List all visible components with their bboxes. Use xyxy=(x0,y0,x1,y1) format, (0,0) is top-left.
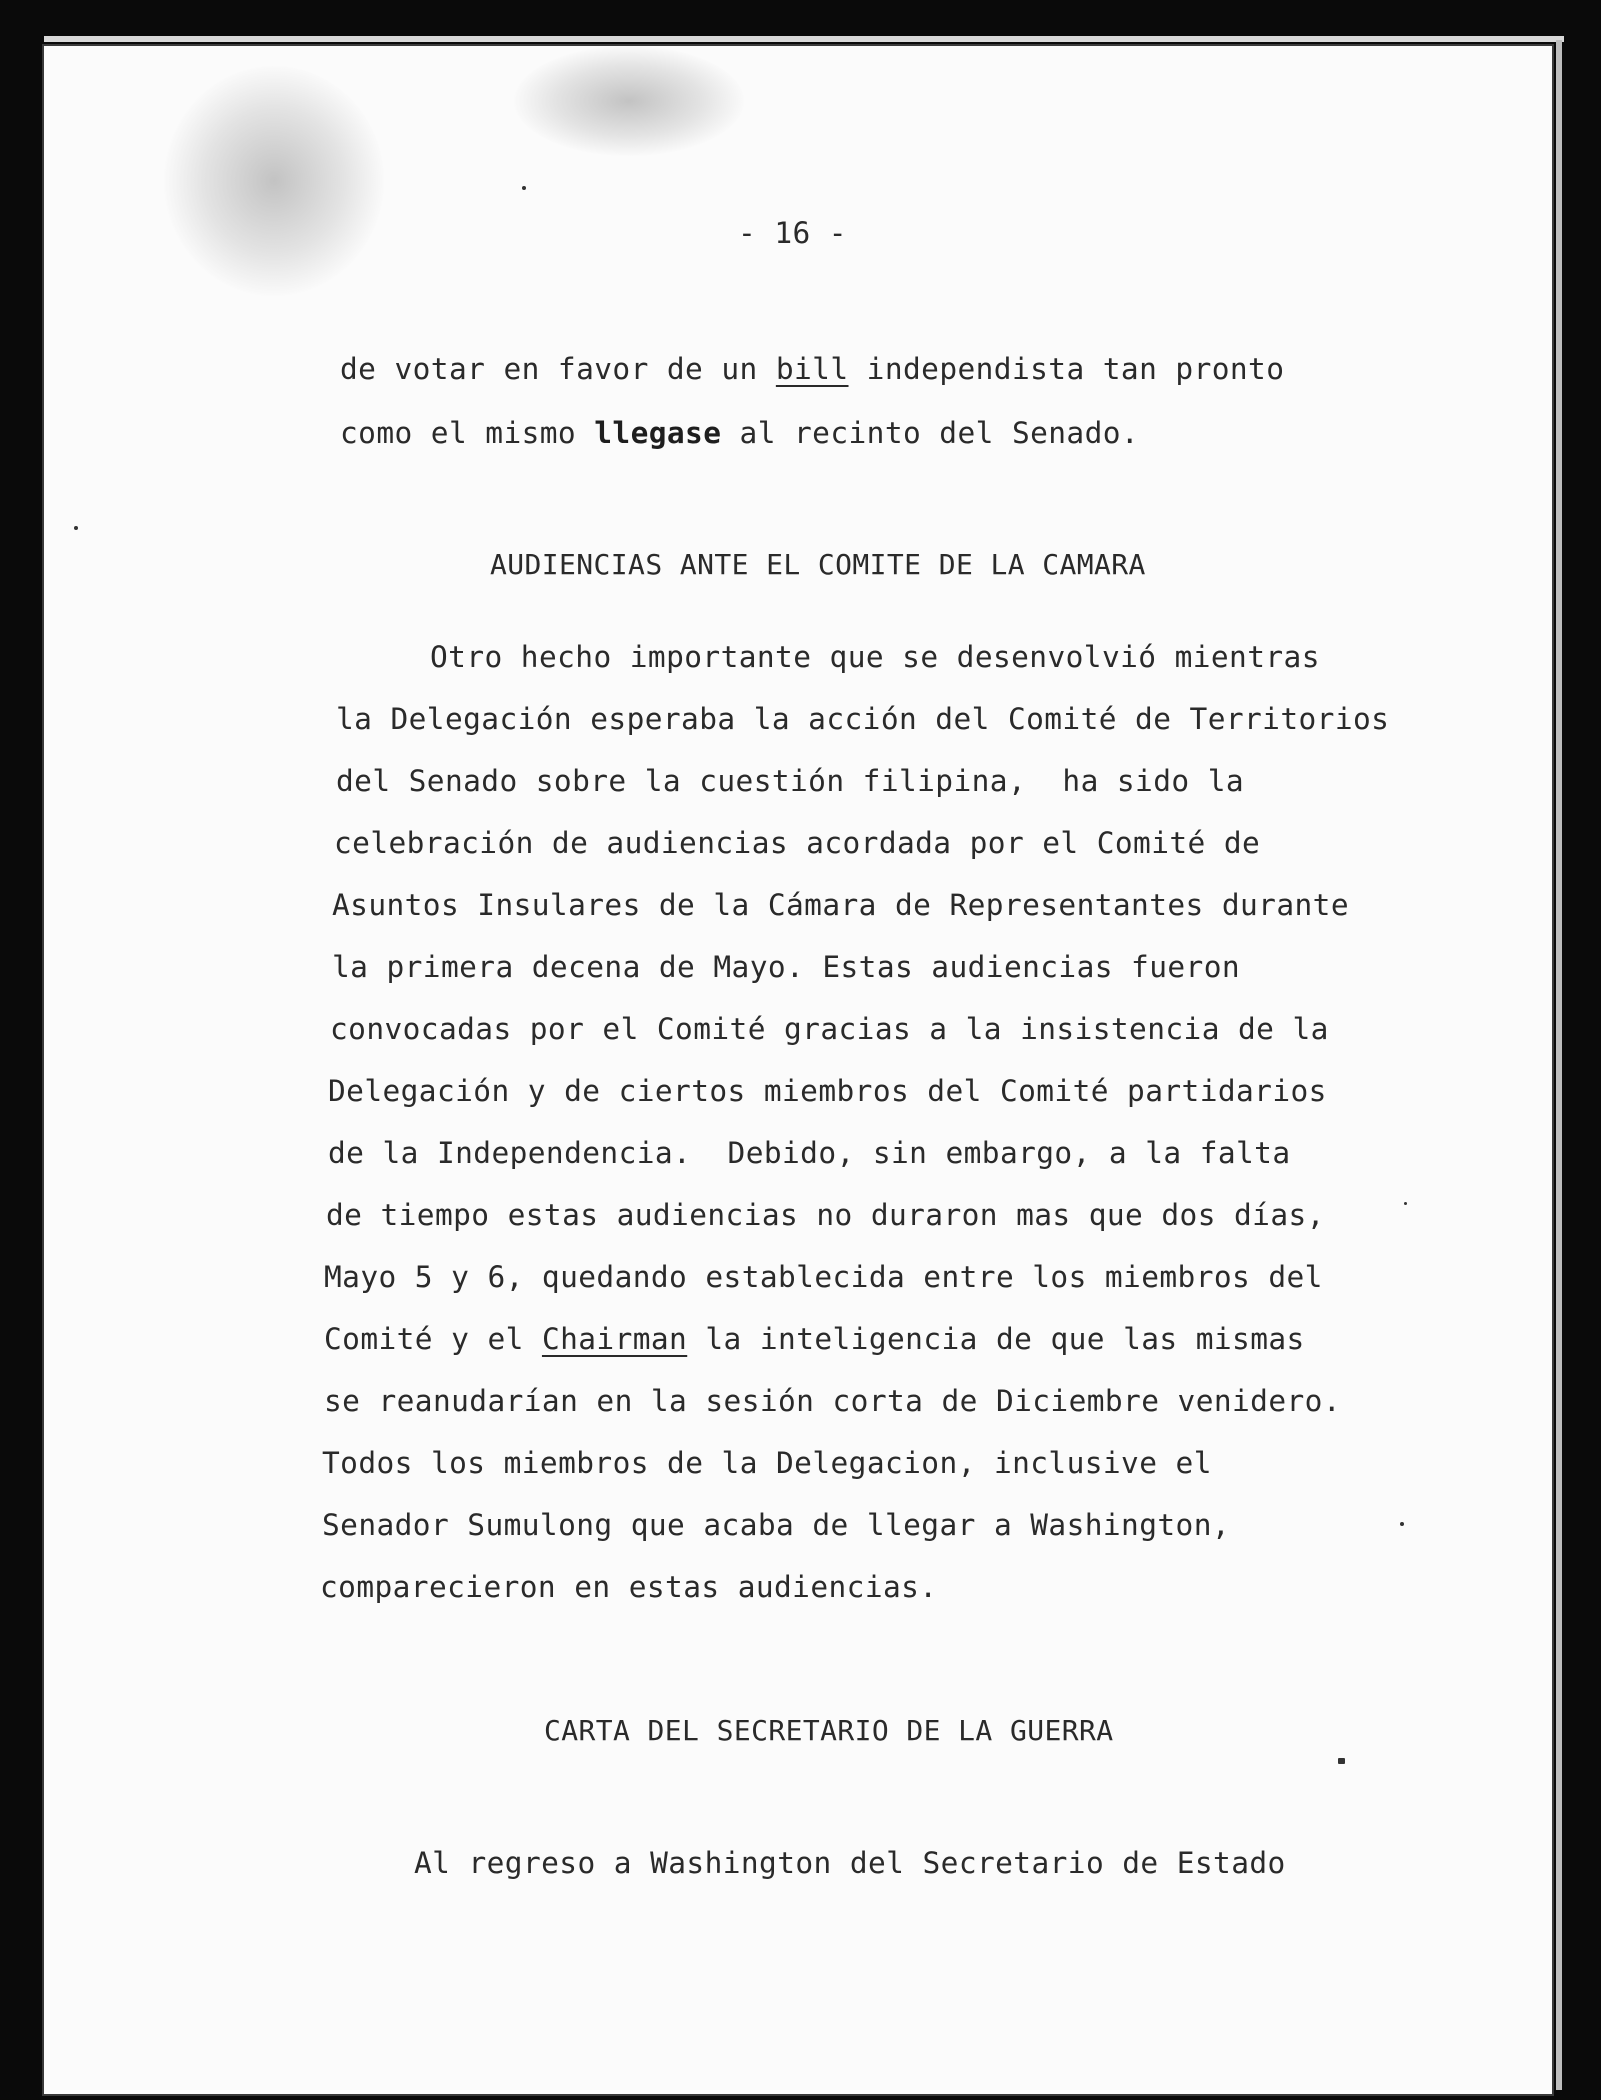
opening-line-1: de votar en favor de un bill independista tan pronto xyxy=(340,352,1285,386)
speck xyxy=(74,526,78,530)
paragraph-1-line-2: la Delegación esperaba la acción del Comité de Territorios xyxy=(336,702,1390,736)
paragraph-1-line-13: se reanudarían en la sesión corta de Diciembre venidero. xyxy=(324,1384,1341,1418)
paragraph-1-line-9: de la Independencia. Debido, sin embargo, a la falta xyxy=(328,1136,1291,1170)
paragraph-1-line-6: la primera decena de Mayo. Estas audiencias fueron xyxy=(332,950,1241,984)
paragraph-1-line-14: Todos los miembros de la Delegacion, inclusive el xyxy=(322,1446,1212,1480)
section-heading-carta: CARTA DEL SECRETARIO DE LA GUERRA xyxy=(544,1714,1114,1747)
paragraph-1-line-8: Delegación y de ciertos miembros del Comité partidarios xyxy=(328,1074,1327,1108)
sheet-edge-top xyxy=(44,36,1564,42)
speck xyxy=(1338,1758,1345,1764)
page-number: - 16 - xyxy=(738,216,847,250)
paragraph-1-line-3: del Senado sobre la cuestión filipina, ha sido la xyxy=(336,764,1245,798)
paragraph-1-line-1: Otro hecho importante que se desenvolvió mientras xyxy=(430,640,1320,674)
paragraph-1-line-7: convocadas por el Comité gracias a la insistencia de la xyxy=(330,1012,1329,1046)
opening-line-2: como el mismo llegase al recinto del Senado. xyxy=(340,416,1140,450)
paragraph-1-line-10: de tiempo estas audiencias no duraron mas que dos días, xyxy=(326,1198,1325,1232)
smudge-center xyxy=(514,46,744,156)
underlined-word-bill: bill xyxy=(775,352,849,386)
paragraph-1-line-12: Comité y el Chairman la inteligencia de que las mismas xyxy=(324,1322,1305,1356)
paragraph-1-line-15: Senador Sumulong que acaba de llegar a Washington, xyxy=(322,1508,1231,1542)
section-heading-audiencias: AUDIENCIAS ANTE EL COMITE DE LA CAMARA xyxy=(490,548,1146,581)
underlined-word-chairman: Chairman xyxy=(541,1322,688,1356)
speck xyxy=(1404,1202,1407,1205)
bold-word-llegase: llegase xyxy=(594,416,722,450)
paragraph-1-line-4: celebración de audiencias acordada por el Comité de xyxy=(334,826,1261,860)
speck xyxy=(522,186,526,190)
document-page xyxy=(42,44,1554,2096)
paragraph-1-line-16: comparecieron en estas audiencias. xyxy=(320,1570,938,1604)
speck xyxy=(1400,1522,1404,1526)
paragraph-1-line-5: Asuntos Insulares de la Cámara de Representantes durante xyxy=(332,888,1349,922)
paragraph-2-line-1: Al regreso a Washington del Secretario de Estado xyxy=(414,1846,1286,1880)
paragraph-1-line-11: Mayo 5 y 6, quedando establecida entre los miembros del xyxy=(324,1260,1323,1294)
smudge-left xyxy=(164,66,384,296)
sheet-edge-right xyxy=(1556,40,1562,2090)
